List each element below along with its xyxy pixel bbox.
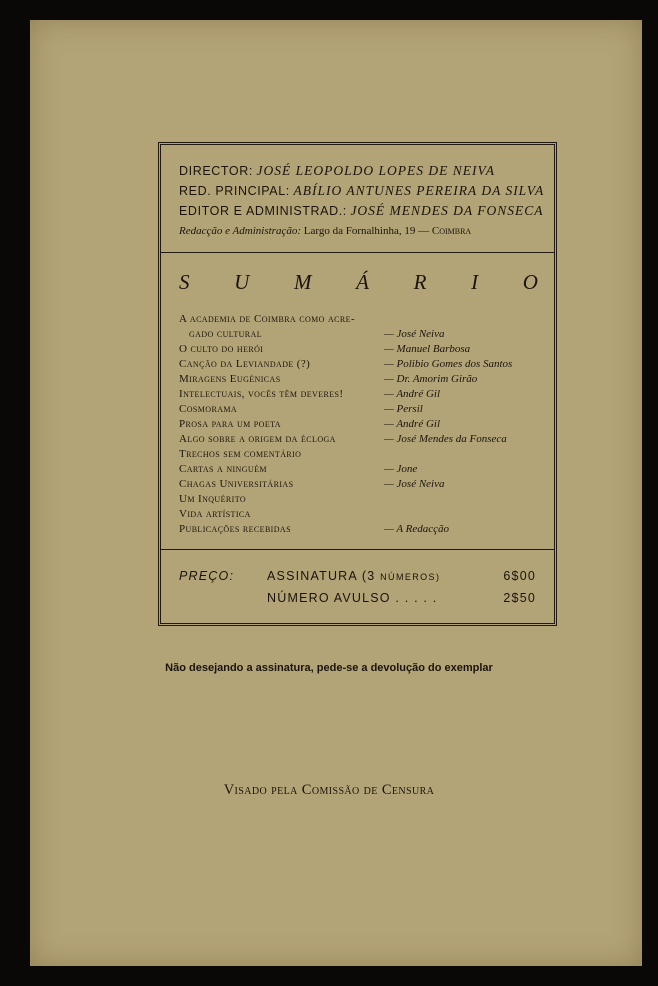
toc-author: — André Gil — [384, 418, 441, 430]
toc-entry — [179, 417, 542, 432]
subscription-label — [267, 565, 440, 588]
toc-entry — [179, 372, 542, 387]
price-block — [179, 565, 536, 609]
masthead-frame — [158, 142, 557, 626]
subscription-price: 6$00 — [503, 569, 536, 583]
price-label: PREÇO: — [179, 569, 235, 583]
sumario-letter: I — [471, 270, 479, 294]
censorship-stamp: Visado pela Comissão de Censura — [223, 782, 435, 798]
toc-author: — Persil — [384, 403, 423, 415]
toc-title: Canção da Leviandade (?) — [179, 358, 311, 370]
red-principal-line — [179, 181, 544, 201]
red-principal-label: RED. PRINCIPAL: — [179, 184, 290, 198]
sumario-letter: M — [293, 270, 312, 294]
toc-entry — [179, 402, 542, 417]
redaccao-address: Largo da Fornalhinha, 19 — — [303, 225, 430, 237]
toc-title: Prosa para um poeta — [179, 418, 281, 430]
toc-entry — [179, 477, 542, 492]
price-single-row — [179, 587, 536, 609]
sumario-letter: Á — [356, 270, 369, 294]
toc-entry — [179, 522, 542, 537]
toc-author: — André Gil — [384, 388, 441, 400]
masthead-credits — [179, 161, 544, 221]
toc-author: — Jone — [384, 463, 418, 475]
toc-title: Cartas a ninguém — [179, 463, 267, 475]
sumario-letter: R — [413, 270, 427, 294]
toc-title: Miragens Eugénicas — [179, 373, 281, 385]
toc-entry — [179, 327, 542, 342]
toc-entry — [179, 432, 542, 447]
subscription-text: ASSINATURA (3 — [267, 569, 376, 583]
toc-entry — [179, 357, 542, 372]
toc-title: Publicações recebidas — [179, 523, 291, 535]
toc-title: Trechos sem comentário — [179, 448, 302, 460]
redaccao-city: Coimbra — [431, 225, 472, 237]
redaccao-label: Redacção e Administração: — [179, 225, 301, 237]
table-of-contents — [179, 312, 542, 537]
price-subscription-row — [179, 565, 536, 587]
toc-author: — José Neiva — [384, 328, 445, 340]
subscription-numeros: NÚMEROS) — [380, 572, 441, 582]
toc-title: gado cultural — [189, 328, 262, 340]
redaccao-line — [179, 225, 471, 237]
director-line — [179, 161, 544, 181]
divider-bottom — [161, 549, 554, 550]
sumario-letter: O — [522, 270, 538, 294]
toc-entry — [179, 507, 542, 522]
toc-entry — [179, 312, 542, 327]
toc-entry — [179, 387, 542, 402]
toc-entry — [179, 462, 542, 477]
sumario-letter: U — [234, 270, 250, 294]
editor-label: EDITOR E ADMINISTRAD.: — [179, 204, 347, 218]
toc-author: — Manuel Barbosa — [384, 343, 471, 355]
toc-entry — [179, 492, 542, 507]
toc-title: O culto do herói — [179, 343, 264, 355]
toc-title: Chagas Universitárias — [179, 478, 294, 490]
editor-name: JOSÉ MENDES DA FONSECA — [350, 203, 544, 218]
director-name: JOSÉ LEOPOLDO LOPES DE NEIVA — [256, 163, 495, 178]
toc-author: — José Mendes da Fonseca — [384, 433, 507, 445]
single-issue-label: NÚMERO AVULSO . . . . . — [267, 591, 438, 605]
red-principal-name: ABÍLIO ANTUNES PEREIRA DA SILVA — [293, 183, 545, 198]
toc-title: Vida artística — [179, 508, 251, 520]
toc-title: Algo sobre a origem da écloga — [179, 433, 336, 445]
return-notice: Não desejando a assinatura, pede-se a devolução do exemplar — [165, 662, 493, 674]
director-label: DIRECTOR: — [179, 164, 253, 178]
sumario-letter: S — [179, 270, 190, 294]
toc-title: Um Inquérito — [179, 493, 247, 505]
toc-author: — Polibio Gomes dos Santos — [384, 358, 513, 370]
toc-author: — A Redacção — [384, 523, 449, 535]
toc-author: — Dr. Amorim Girão — [384, 373, 478, 385]
toc-author: — José Neiva — [384, 478, 445, 490]
toc-entry — [179, 447, 542, 462]
toc-title: A academia de Coimbra como acre- — [179, 313, 356, 325]
sumario-heading — [179, 270, 538, 295]
toc-title: Cosmorama — [179, 403, 238, 415]
editor-line — [179, 201, 544, 221]
toc-entry — [179, 342, 542, 357]
toc-title: Intelectuais, vocês têm deveres! — [179, 388, 344, 400]
single-issue-price: 2$50 — [503, 591, 536, 605]
divider-top — [161, 252, 554, 253]
